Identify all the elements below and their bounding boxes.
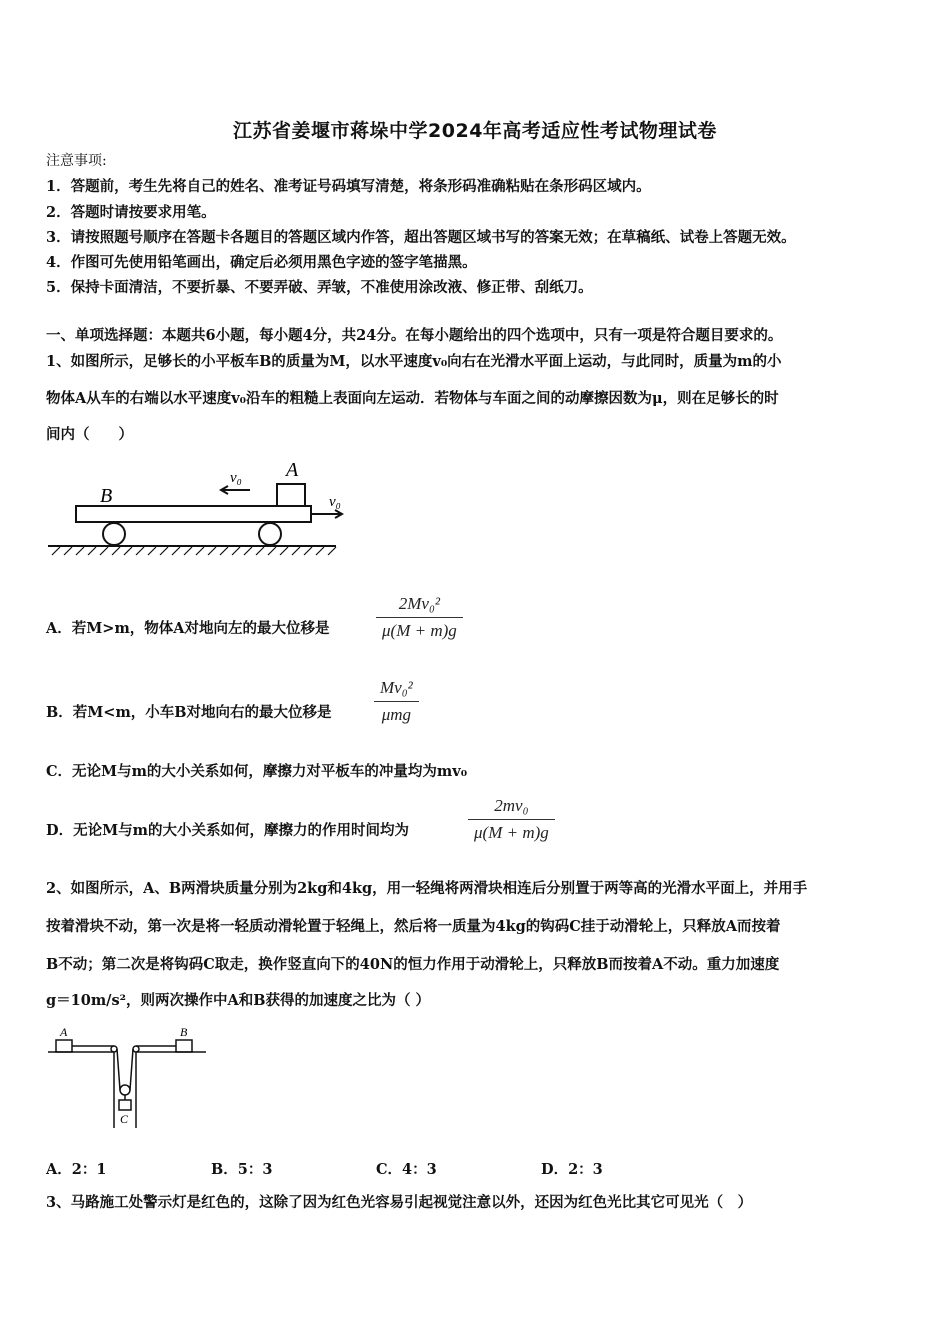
label-b: B [180,1025,188,1039]
question-2-text: B不动；第二次是将钩码C取走，换作竖直向下的40N的恒力作用于动滑轮上，只释放B而按着A不动。重力加速度 [46,956,780,973]
option-1a-fraction [376,594,463,641]
notice-item: 2．答题时请按要求用笔。 [46,204,216,221]
label-v-right: v₀ [329,494,341,510]
label-b: B [100,485,113,507]
option-2b: B．5：3 [211,1161,273,1178]
label-v-left: v₀ [230,470,242,486]
question-1-text: 1、如图所示，足够长的小平板车B的质量为M，以水平速度v₀向右在光滑水平面上运动，与此同时，质量为m的小 [46,353,782,370]
fraction-numerator: 2Mv₀² [398,594,440,613]
label-a: A [60,1025,68,1039]
wheel-right [259,523,281,545]
block-a [56,1040,72,1052]
block-b [176,1040,192,1052]
weight-c [119,1100,131,1110]
label-c: C [120,1112,129,1126]
question-2-text: 按着滑块不动，第一次是将一轻质动滑轮置于轻绳上，然后将一质量为4kg的钩码C挂于动滑轮上，只释放A而按着 [46,918,781,935]
fraction-numerator: 2mv₀ [494,796,529,815]
option-2a: A．2：1 [46,1161,107,1178]
pulley-left [111,1046,117,1052]
question-1-text: 间内（ ） [46,426,133,443]
pulley-right [133,1046,139,1052]
block-a [277,484,305,506]
option-1b: B．若M<m，小车B对地向右的最大位移是 [46,704,332,721]
notice-item: 1．答题前，考生先将自己的姓名、准考证号码填写清楚，将条形码准确粘贴在条形码区域内。 [46,178,651,195]
notice-item: 3．请按照题号顺序在答题卡各题目的答题区域内作答，超出答题区域书写的答案无效；在草稿纸、试卷上答题无效。 [46,229,796,246]
question-3-text: 3、马路施工处警示灯是红色的，这除了因为红色光容易引起视觉注意以外，还因为红色光比其它可见光（ ） [46,1194,753,1211]
option-1a: A．若M>m，物体A对地向左的最大位移是 [46,620,330,637]
page-title: 江苏省姜堰市蒋垛中学2024年高考适应性考试物理试卷 [233,120,717,142]
option-1c: C．无论M与m的大小关系如何，摩擦力对平板车的冲量均为mv₀ [46,763,468,780]
option-1d-fraction [468,796,555,843]
figure-cart-block [44,458,364,566]
option-1d: D．无论M与m的大小关系如何，摩擦力的作用时间均为 [46,822,409,839]
option-2d: D．2：3 [541,1161,603,1178]
fraction-numerator: Mv₀² [380,678,413,697]
fraction-denominator: μmg [381,705,412,724]
fraction-denominator: μ(M + m)g [382,621,457,640]
option-1b-fraction [374,678,419,725]
ground-hatching [52,547,336,555]
option-2c: C．4：3 [376,1161,437,1178]
question-2-text: 2、如图所示，A、B两滑块质量分别为2kg和4kg，用一轻绳将两滑块相连后分别置于两等高的光滑水平面上，并用手 [46,880,808,897]
section-heading: 一、单项选择题：本题共6小题，每小题4分，共24分。在每小题给出的四个选项中，只有一项是符合题目要求的。 [46,327,783,344]
figure-pulley [44,1022,214,1132]
rope-down-right [130,1049,133,1090]
question-1-text: 物体A从车的右端以水平速度v₀沿车的粗糙上表面向左运动．若物体与车面之间的动摩擦因数为μ，则在足够长的时 [46,390,779,407]
notice-item: 4．作图可先使用铅笔画出，确定后必须用黑色字迹的签字笔描黑。 [46,254,477,271]
wheel-left [103,523,125,545]
notice-heading: 注意事项: [46,153,107,169]
question-2-text: g＝10m/s²，则两次操作中A和B获得的加速度之比为（ ） [46,992,431,1009]
moving-pulley [120,1085,130,1095]
label-a: A [286,459,299,481]
notice-item: 5．保持卡面清洁，不要折暴、不要弄破、弄皱，不准使用涂改液、修正带、刮纸刀。 [46,279,593,296]
cart-body [76,506,311,522]
fraction-denominator: μ(M + m)g [474,823,549,842]
rope-down-left [117,1049,120,1090]
